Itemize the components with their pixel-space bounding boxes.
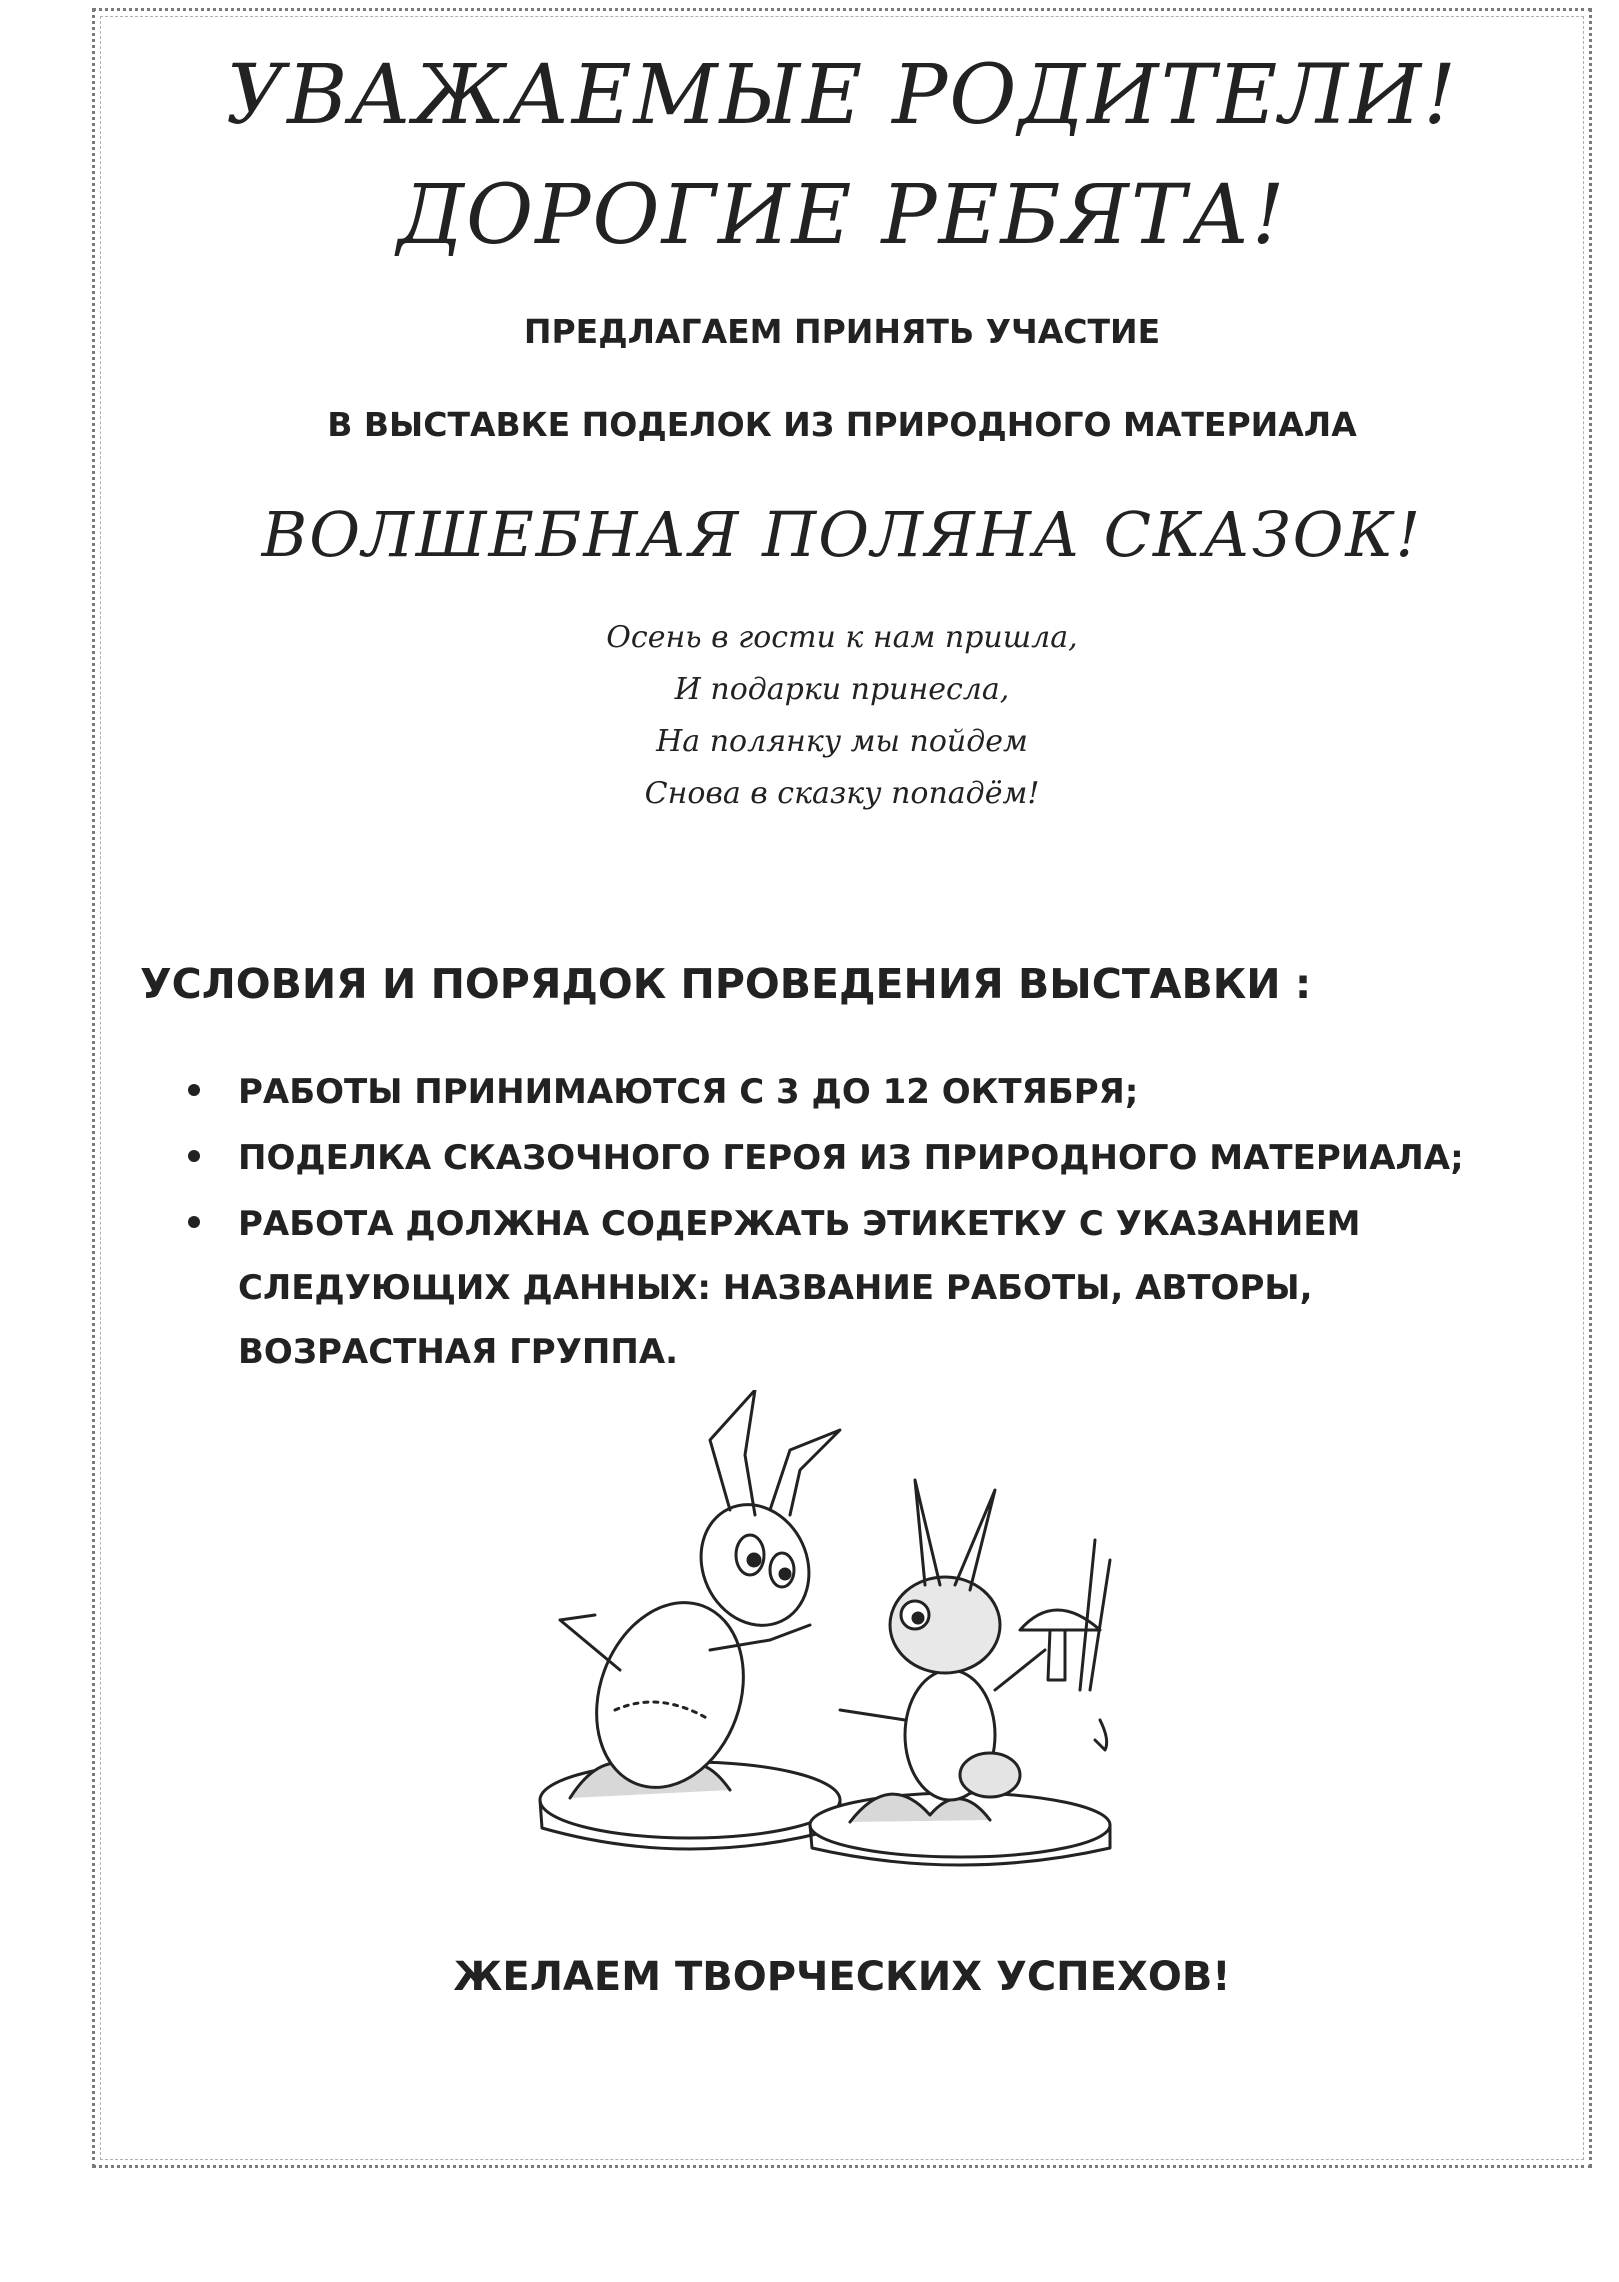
poem-line: И подарки принесла,: [674, 672, 1010, 707]
list-item: [188, 1126, 1568, 1190]
poem-line: Осень в гости к нам пришла,: [606, 620, 1078, 655]
bullet-icon: [188, 1216, 200, 1228]
condition-text: РАБОТА ДОЛЖНА СОДЕРЖАТЬ ЭТИКЕТКУ С УКАЗАНИЕМ СЛЕДУЮЩИХ ДАННЫХ: НАЗВАНИЕ РАБОТЫ, АВТОРЫ, ВОЗРАСТНАЯ ГРУППА.: [238, 1204, 1361, 1372]
bullet-icon: [188, 1150, 200, 1162]
poem-line: Снова в сказку попадём!: [644, 776, 1040, 811]
conditions-heading: УСЛОВИЯ И ПОРЯДОК ПРОВЕДЕНИЯ ВЫСТАВКИ :: [140, 960, 1312, 1008]
hare-crafts-illustration: [520, 1390, 1140, 1890]
list-item: [188, 1192, 1568, 1384]
list-item: [188, 1060, 1568, 1124]
conditions-list: [188, 1060, 1568, 1386]
invite-line-2: В ВЫСТАВКЕ ПОДЕЛОК ИЗ ПРИРОДНОГО МАТЕРИАЛА: [327, 405, 1357, 444]
greeting-kids: ДОРОГИЕ РЕБЯТА!: [397, 168, 1287, 263]
closing-wish: ЖЕЛАЕМ ТВОРЧЕСКИХ УСПЕХОВ!: [453, 1954, 1231, 2000]
poem-line: На полянку мы пойдем: [656, 724, 1028, 759]
greeting-parents: УВАЖАЕМЫЕ РОДИТЕЛИ!: [225, 48, 1459, 143]
bullet-icon: [188, 1084, 200, 1096]
exhibition-title: ВОЛШЕБНАЯ ПОЛЯНА СКАЗОК!: [261, 498, 1423, 571]
invite-line-1: ПРЕДЛАГАЕМ ПРИНЯТЬ УЧАСТИЕ: [523, 312, 1161, 351]
condition-text: ПОДЕЛКА СКАЗОЧНОГО ГЕРОЯ ИЗ ПРИРОДНОГО МАТЕРИАЛА;: [238, 1138, 1464, 1178]
poem: [92, 612, 1592, 820]
condition-text: РАБОТЫ ПРИНИМАЮТСЯ С 3 ДО 12 ОКТЯБРЯ;: [238, 1072, 1139, 1112]
